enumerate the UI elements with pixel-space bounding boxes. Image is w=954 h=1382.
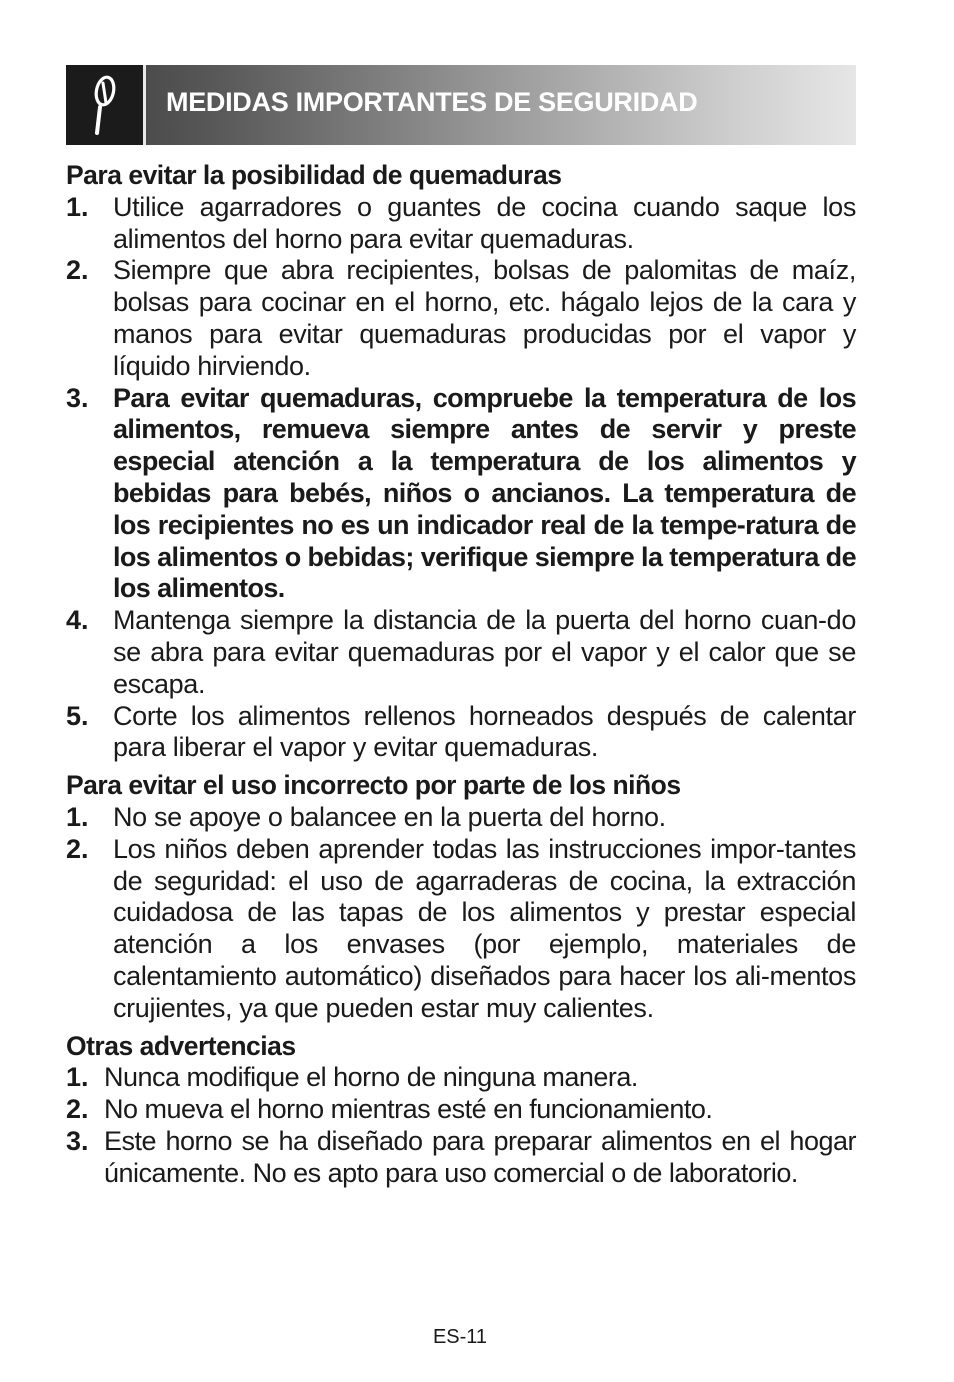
instruction-list (66, 802, 856, 1025)
item-number: 3. (66, 1125, 89, 1156)
item-text: Nunca modifique el horno de ninguna manera. (104, 1062, 638, 1093)
document-body (66, 160, 856, 1190)
instruction-list (66, 1062, 856, 1189)
item-number: 1. (66, 191, 89, 222)
item-text: Este horno se ha diseñado para preparar alimentos en el hogar únicamente. No es apto para uso comercial o de laboratorio. (104, 1125, 856, 1188)
section-other-warnings (66, 1031, 856, 1190)
item-number: 2. (66, 255, 89, 286)
item-text: No se apoye o balancee en la puerta del horno. (113, 801, 666, 832)
item-text: Mantenga siempre la distancia de la puerta del horno cuan-do se abra para evitar quemaduras por el vapor y el calor que se escapa. (113, 605, 856, 699)
list-item (66, 255, 856, 382)
list-item (66, 1062, 856, 1094)
item-text: No mueva el horno mientras esté en funcionamiento. (104, 1094, 713, 1125)
section-heading: Para evitar el uso incorrecto por parte de los niños (66, 770, 681, 801)
section-burn-prevention (66, 160, 856, 764)
list-item-emphasized (66, 383, 856, 606)
list-item (66, 701, 856, 765)
item-number: 2. (66, 833, 89, 864)
section-header-banner (66, 65, 856, 145)
page-title: MEDIDAS IMPORTANTES DE SEGURIDAD (166, 87, 698, 117)
list-item (66, 1126, 856, 1190)
item-number: 1. (66, 801, 89, 832)
item-number: 2. (66, 1094, 89, 1125)
list-item (66, 802, 856, 834)
item-text: Para evitar quemaduras, compruebe la temperatura de los alimentos, remueva siempre antes de servir y preste especial atención a la temperatura de los alimentos y bebidas para bebés, niños o ancianos. La temperatura de los recipientes no es un indicador real de la tempe-ratura de los alimentos o bebidas; verifique siempre la temperatura de los alimentos. (113, 382, 856, 604)
item-text: Siempre que abra recipientes, bolsas de palomitas de maíz, bolsas para cocinar en el horno, etc. hágalo lejos de la cara y manos para evitar quemaduras producidas por el vapor y líquido hirviendo. (113, 255, 856, 381)
list-item (66, 834, 856, 1025)
list-item (66, 605, 856, 700)
warning-icon-box (66, 65, 146, 145)
page-number: ES-11 (432, 1326, 488, 1348)
instruction-list (66, 192, 856, 764)
list-item (66, 192, 856, 256)
section-child-safety (66, 770, 856, 1024)
item-text: Los niños deben aprender todas las instrucciones impor-tantes de seguridad: el uso de agarraderas de cocina, la extracción cuidadosa de las tapas de los alimentos y prestar especial atención a los envases (por ejemplo, materiales de calentamiento automático) diseñados para hacer los ali-mentos crujientes, ya que pueden estar muy calientes. (113, 833, 856, 1023)
item-number: 5. (66, 700, 89, 731)
list-item (66, 1094, 856, 1126)
item-text: Corte los alimentos rellenos horneados después de calentar para liberar el vapor y evitar quemaduras. (113, 700, 856, 763)
section-heading: Para evitar la posibilidad de quemaduras (66, 160, 562, 190)
item-number: 1. (66, 1062, 89, 1093)
item-number: 3. (66, 382, 89, 413)
warning-exclamation-icon (88, 73, 120, 137)
item-number: 4. (66, 605, 89, 636)
item-text: Utilice agarradores o guantes de cocina cuando saque los alimentos del horno para evitar quemaduras. (113, 191, 856, 254)
section-heading: Otras advertencias (66, 1030, 296, 1061)
